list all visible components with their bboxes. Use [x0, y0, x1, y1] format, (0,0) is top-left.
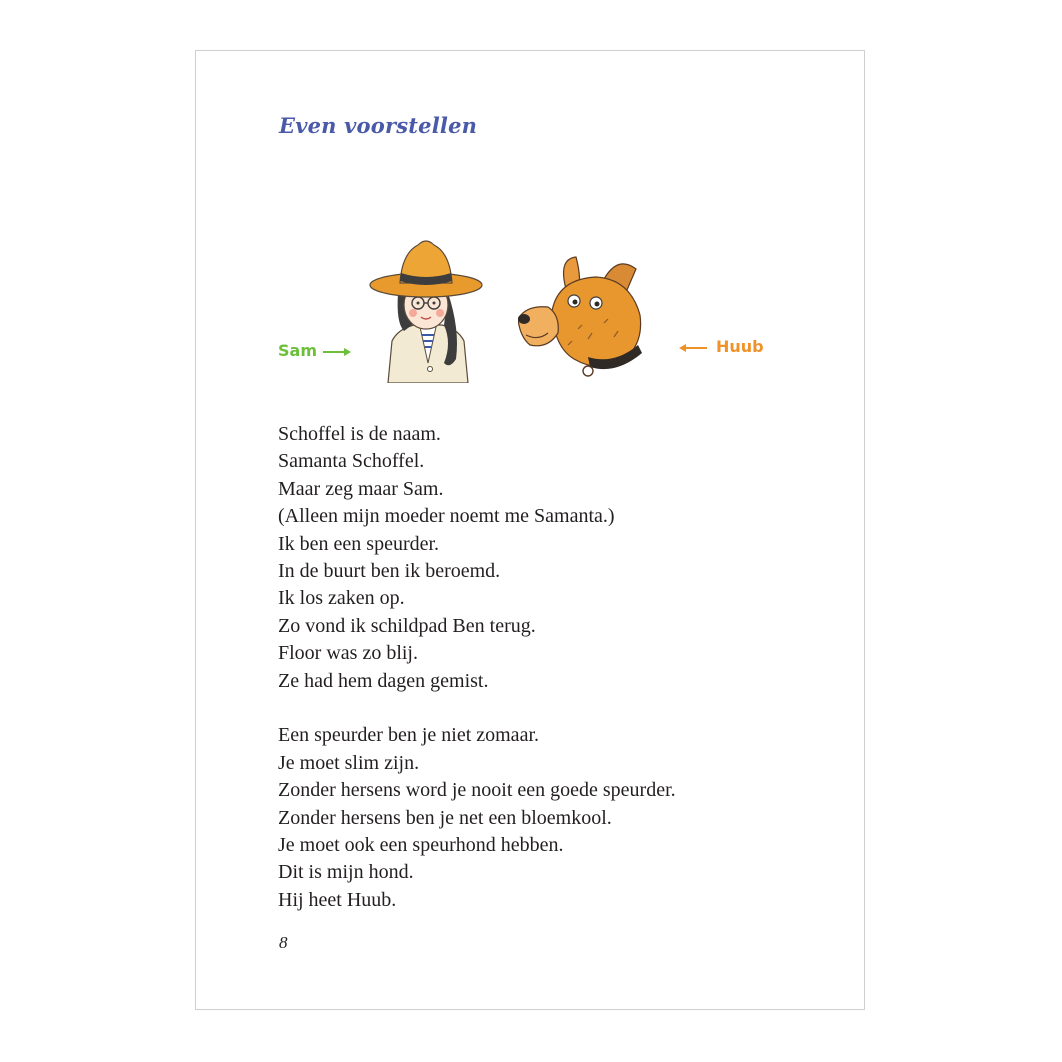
text-line: Je moet slim zijn. [278, 751, 420, 774]
text-line: Een speurder ben je niet zomaar. [278, 724, 539, 747]
book-page [195, 50, 865, 1010]
stanza-2 [278, 722, 838, 914]
text-line: (Alleen mijn moeder noemt me Samanta.) [278, 505, 615, 528]
text-line: Floor was zo blij. [278, 642, 418, 665]
text-line: Je moet ook een speurhond hebben. [278, 834, 564, 857]
text-line: Maar zeg maar Sam. [278, 477, 444, 500]
text-line: Ik los zaken op. [278, 587, 405, 610]
page-number: 8 [279, 933, 288, 952]
character-illustration [272, 233, 772, 393]
text-line: Zonder hersens word je nooit een goede speurder. [278, 779, 676, 802]
huub-label: Huub [716, 337, 764, 356]
arrow-right-icon [322, 347, 352, 357]
text-line: Hij heet Huub. [278, 888, 397, 911]
text-line: Schoffel is de naam. [278, 423, 441, 445]
sam-detective-drawing [368, 233, 488, 383]
text-line: Zonder hersens ben je net een bloemkool. [278, 806, 612, 829]
page-title: Even voorstellen [279, 113, 478, 138]
text-line: Ze had hem dagen gemist. [278, 669, 489, 692]
text-line: Ik ben een speurder. [278, 532, 440, 555]
text-line: Samanta Schoffel. [278, 450, 425, 473]
huub-dog-drawing [518, 249, 668, 389]
stanza-1 [278, 421, 838, 695]
story-text [278, 421, 838, 942]
text-line: Zo vond ik schildpad Ben terug. [278, 614, 536, 637]
arrow-left-icon [678, 343, 708, 353]
sam-label: Sam [278, 341, 317, 360]
text-line: Dit is mijn hond. [278, 861, 414, 884]
text-line: In de buurt ben ik beroemd. [278, 560, 501, 583]
